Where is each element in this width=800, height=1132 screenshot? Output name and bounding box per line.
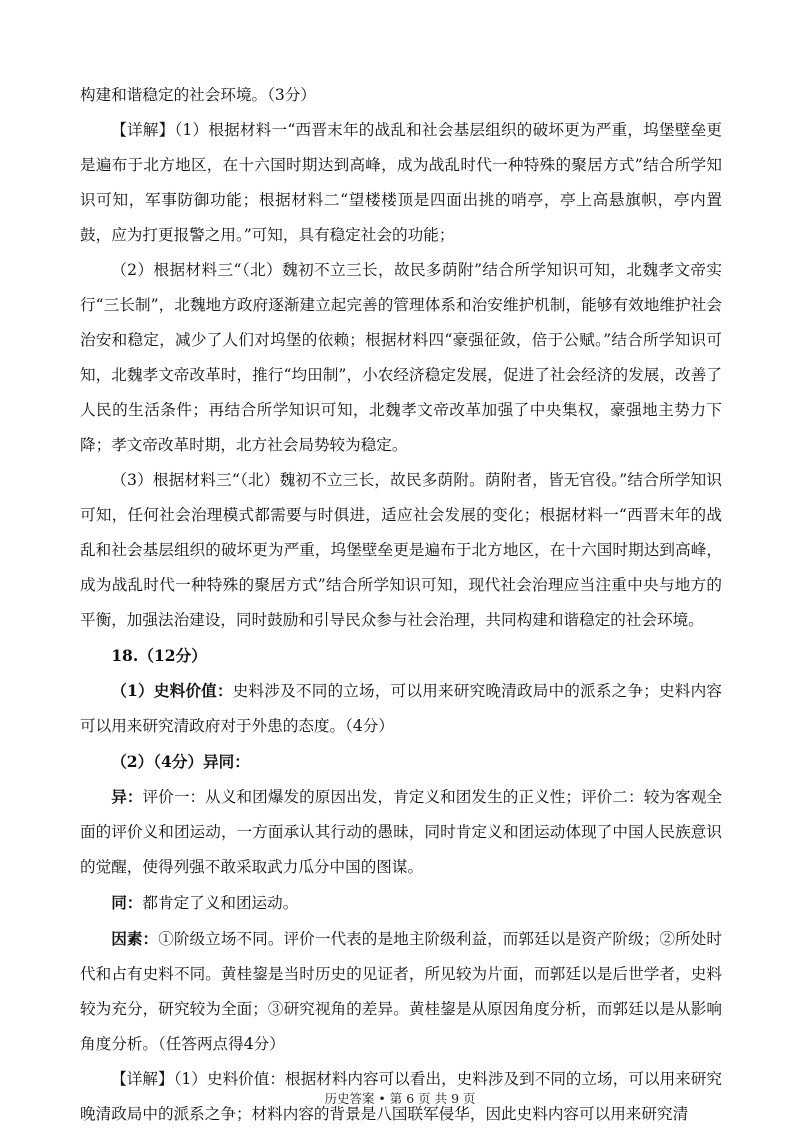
- q18-similarity: [80, 885, 722, 921]
- q18-answer-2-heading: （2）（4分）异同：: [111, 752, 250, 771]
- detail-paragraph-2: （2）根据材料三“（北）魏初不立三长，故民多荫附”结合所学知识可知，北魏孝文帝实行“三长制”，北魏地方政府逐渐建立起完善的管理体系和治安维护机制，能够有效地维护社会治安和稳定，减少了人们对坞堡的依赖；根据材料四“豪强征敛，倍于公赋。”结合所学知识可知，北魏孝文帝改革时，推行“均田制”，小农经济稳定发展，促进了社会经济的发展，改善了人民的生活条件；再结合所学知识可知，北魏孝文帝改革加强了中央集权，豪强地主势力下降；孝文帝改革时期，北方社会局势较为稳定。: [80, 261, 722, 454]
- factors-label: 因素：: [111, 929, 159, 948]
- q18-answer-1-label: （1）史料价值：: [111, 681, 233, 700]
- factors-text: ①阶级立场不同。评价一代表的是地主阶级利益，而郭廷以是资产阶级；②所处时代和占有史料不同。黄桂鋆是当时历史的见证者，所见较为片面，而郭廷以是后世学者，史料较为充分，研究较为全面；③研究视角的差异。黄桂鋆是从原因角度分析，而郭廷以是从影响角度分析。（任答两点得4分）: [80, 930, 722, 1053]
- detail-tag: 【详解】: [111, 121, 175, 139]
- page-footer: 历史答案 • 第 6 页 共 9 页: [324, 1091, 476, 1106]
- answer-line-top: 构建和谐稳定的社会环境。（3分）: [80, 86, 317, 104]
- detail-paragraph-1: [80, 113, 722, 253]
- similarity-text: 都肯定了义和团运动。: [142, 894, 299, 912]
- q18-answer-1: [80, 673, 722, 744]
- q18-factors: [80, 921, 722, 1062]
- q18-answer-1-text: 史料涉及不同的立场，可以用来研究晚清政局中的派系之争；史料内容可以用来研究清政府对于外患的态度。（4分）: [80, 682, 722, 735]
- detail-paragraph-3: （3）根据材料三“（北）魏初不立三长，故民多荫附。荫附者，皆无官役。”结合所学知识可知，任何社会治理模式都需要与时俱进，适应社会发展的变化；根据材料一“西晋末年的战乱和社会基层组织的破坏更为严重，坞堡壁垒更是遍布于北方地区，在十六国时期达到高峰，成为战乱时代一种特殊的聚居方式”结合所学知识可知，现代社会治理应当注重中央与地方的平衡，加强法治建设，同时鼓励和引导民众参与社会治理，共同构建和谐稳定的社会环境。: [80, 471, 722, 629]
- detail-tag-2: 【详解】: [111, 1070, 174, 1088]
- document-page: [80, 78, 722, 1132]
- question-18-title: 18.（12分）: [111, 646, 207, 665]
- difference-label: 异：: [111, 787, 143, 806]
- detail-text: （1）根据材料一“西晋末年的战乱和社会基层组织的破坏更为严重，坞堡壁垒更是遍布于北方地区，在十六国时期达到高峰，成为战乱时代一种特殊的聚居方式”结合所学知识可知，军事防御功能；根据材料二“望楼楼顶是四面出挑的哨亭，亭上高悬旗帜，亭内置鼓，应为打更报警之用。”可知，具有稳定社会的功能；: [80, 121, 722, 244]
- detail-text-2: （1）史料价值：根据材料内容可以看出，史料涉及到不同的立场，可以用来研究晚清政局中的派系之争；材料内容的背景是八国联军侵华，因此史料内容可以用来研究清: [80, 1070, 722, 1123]
- q18-difference: [80, 779, 722, 885]
- difference-text: 评价一：从义和团爆发的原因出发，肯定义和团发生的正义性；评价二：较为客观全面的评价义和团运动，一方面承认其行动的愚昧，同时肯定义和团运动体现了中国人民族意识的觉醒，使得列强不敢采取武力瓜分中国的图谋。: [80, 788, 722, 876]
- similarity-label: 同：: [111, 893, 143, 912]
